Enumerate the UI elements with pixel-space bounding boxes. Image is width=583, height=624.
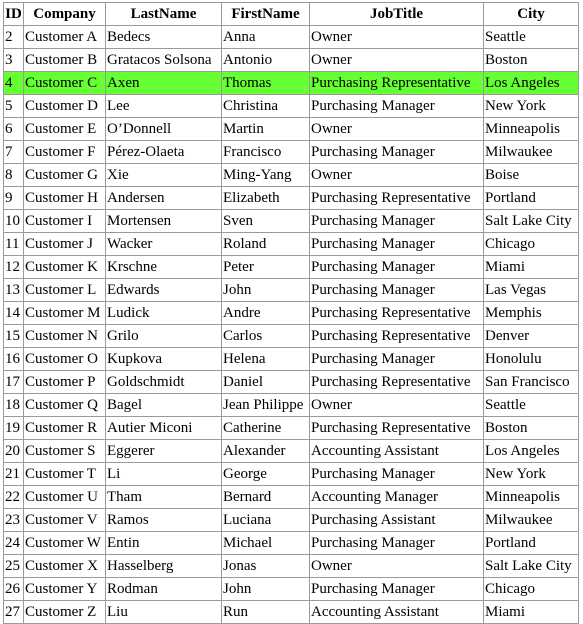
cell-city[interactable]: Minneapolis — [484, 118, 579, 141]
cell-firstname[interactable]: Helena — [222, 348, 310, 371]
cell-firstname[interactable]: George — [222, 463, 310, 486]
table-row[interactable] — [4, 417, 579, 440]
table-row[interactable] — [4, 233, 579, 256]
header-id[interactable]: ID — [4, 3, 24, 26]
cell-jobtitle[interactable]: Purchasing Manager — [310, 141, 484, 164]
table-row[interactable] — [4, 95, 579, 118]
table-row[interactable] — [4, 302, 579, 325]
cell-city[interactable]: Chicago — [484, 233, 579, 256]
cell-company[interactable]: Customer C — [24, 72, 106, 95]
cell-lastname[interactable]: Gratacos Solsona — [106, 49, 222, 72]
cell-company[interactable]: Customer E — [24, 118, 106, 141]
cell-jobtitle[interactable]: Purchasing Assistant — [310, 509, 484, 532]
header-company[interactable]: Company — [24, 3, 106, 26]
table-row[interactable] — [4, 394, 579, 417]
cell-jobtitle[interactable]: Owner — [310, 394, 484, 417]
cell-lastname[interactable]: Wacker — [106, 233, 222, 256]
cell-company[interactable]: Customer U — [24, 486, 106, 509]
header-city[interactable]: City — [484, 3, 579, 26]
cell-company[interactable]: Customer H — [24, 187, 106, 210]
cell-jobtitle[interactable]: Owner — [310, 118, 484, 141]
cell-id[interactable]: 3 — [4, 49, 24, 72]
cell-company[interactable]: Customer O — [24, 348, 106, 371]
cell-company[interactable]: Customer T — [24, 463, 106, 486]
table-row[interactable] — [4, 256, 579, 279]
cell-company[interactable]: Customer X — [24, 555, 106, 578]
cell-company[interactable]: Customer S — [24, 440, 106, 463]
table-row[interactable] — [4, 578, 579, 601]
cell-city[interactable]: Salt Lake City — [484, 210, 579, 233]
table-row[interactable] — [4, 187, 579, 210]
cell-firstname[interactable]: Anna — [222, 26, 310, 49]
cell-id[interactable]: 11 — [4, 233, 24, 256]
cell-company[interactable]: Customer B — [24, 49, 106, 72]
table-row[interactable] — [4, 26, 579, 49]
cell-firstname[interactable]: Sven — [222, 210, 310, 233]
cell-lastname[interactable]: Autier Miconi — [106, 417, 222, 440]
table-row[interactable] — [4, 555, 579, 578]
cell-city[interactable]: Memphis — [484, 302, 579, 325]
table-body — [4, 26, 579, 624]
cell-company[interactable]: Customer J — [24, 233, 106, 256]
cell-id[interactable]: 25 — [4, 555, 24, 578]
cell-jobtitle[interactable]: Purchasing Representative — [310, 417, 484, 440]
cell-id[interactable]: 15 — [4, 325, 24, 348]
cell-id[interactable]: 13 — [4, 279, 24, 302]
cell-id[interactable]: 9 — [4, 187, 24, 210]
cell-lastname[interactable]: Tham — [106, 486, 222, 509]
cell-company[interactable]: Customer Y — [24, 578, 106, 601]
cell-id[interactable]: 16 — [4, 348, 24, 371]
cell-lastname[interactable]: Krschne — [106, 256, 222, 279]
cell-id[interactable]: 20 — [4, 440, 24, 463]
cell-jobtitle[interactable]: Purchasing Representative — [310, 187, 484, 210]
cell-firstname[interactable]: Elizabeth — [222, 187, 310, 210]
cell-city[interactable]: San Francisco — [484, 371, 579, 394]
table-row[interactable] — [4, 440, 579, 463]
table-row[interactable] — [4, 118, 579, 141]
cell-jobtitle[interactable]: Owner — [310, 555, 484, 578]
cell-jobtitle[interactable]: Purchasing Manager — [310, 256, 484, 279]
cell-id[interactable]: 23 — [4, 509, 24, 532]
cell-firstname[interactable]: Francisco — [222, 141, 310, 164]
cell-company[interactable]: Customer A — [24, 26, 106, 49]
cell-company[interactable]: Customer N — [24, 325, 106, 348]
cell-lastname[interactable]: Kupkova — [106, 348, 222, 371]
cell-jobtitle[interactable]: Purchasing Manager — [310, 532, 484, 555]
cell-firstname[interactable]: Michael — [222, 532, 310, 555]
cell-firstname[interactable]: Daniel — [222, 371, 310, 394]
cell-firstname[interactable]: Thomas — [222, 72, 310, 95]
cell-company[interactable]: Customer Z — [24, 601, 106, 624]
table-row-selected[interactable] — [4, 72, 579, 95]
table-row[interactable] — [4, 463, 579, 486]
cell-city[interactable]: Seattle — [484, 394, 579, 417]
cell-id[interactable]: 7 — [4, 141, 24, 164]
cell-company[interactable]: Customer M — [24, 302, 106, 325]
cell-lastname[interactable]: Mortensen — [106, 210, 222, 233]
cell-id[interactable]: 14 — [4, 302, 24, 325]
header-lastname[interactable]: LastName — [106, 3, 222, 26]
cell-company[interactable]: Customer K — [24, 256, 106, 279]
cell-jobtitle[interactable]: Accounting Manager — [310, 486, 484, 509]
cell-city[interactable]: Los Angeles — [484, 440, 579, 463]
cell-jobtitle[interactable]: Purchasing Representative — [310, 325, 484, 348]
cell-jobtitle[interactable]: Purchasing Manager — [310, 348, 484, 371]
cell-company[interactable]: Customer W — [24, 532, 106, 555]
cell-jobtitle[interactable]: Purchasing Manager — [310, 463, 484, 486]
cell-company[interactable]: Customer D — [24, 95, 106, 118]
cell-id[interactable]: 6 — [4, 118, 24, 141]
cell-firstname[interactable]: John — [222, 578, 310, 601]
cell-lastname[interactable]: Axen — [106, 72, 222, 95]
cell-jobtitle[interactable]: Purchasing Representative — [310, 72, 484, 95]
cell-city[interactable]: Milwaukee — [484, 141, 579, 164]
header-row — [4, 3, 579, 26]
cell-city[interactable]: Boston — [484, 417, 579, 440]
cell-city[interactable]: Milwaukee — [484, 509, 579, 532]
cell-lastname[interactable]: Rodman — [106, 578, 222, 601]
table-row[interactable] — [4, 348, 579, 371]
cell-id[interactable]: 2 — [4, 26, 24, 49]
cell-jobtitle[interactable]: Purchasing Manager — [310, 578, 484, 601]
cell-lastname[interactable]: Bedecs — [106, 26, 222, 49]
cell-company[interactable]: Customer V — [24, 509, 106, 532]
cell-firstname[interactable]: Bernard — [222, 486, 310, 509]
cell-company[interactable]: Customer G — [24, 164, 106, 187]
cell-city[interactable]: Portland — [484, 532, 579, 555]
cell-lastname[interactable]: Bagel — [106, 394, 222, 417]
cell-id[interactable]: 17 — [4, 371, 24, 394]
cell-firstname[interactable]: Christina — [222, 95, 310, 118]
cell-company[interactable]: Customer I — [24, 210, 106, 233]
cell-lastname[interactable]: Xie — [106, 164, 222, 187]
cell-city[interactable]: Miami — [484, 256, 579, 279]
cell-company[interactable]: Customer R — [24, 417, 106, 440]
table-row[interactable] — [4, 532, 579, 555]
cell-lastname[interactable]: Entin — [106, 532, 222, 555]
cell-id[interactable]: 24 — [4, 532, 24, 555]
cell-jobtitle[interactable]: Accounting Assistant — [310, 440, 484, 463]
cell-city[interactable]: Boston — [484, 49, 579, 72]
cell-id[interactable]: 19 — [4, 417, 24, 440]
cell-jobtitle[interactable]: Purchasing Manager — [310, 210, 484, 233]
cell-jobtitle[interactable]: Owner — [310, 164, 484, 187]
cell-company[interactable]: Customer F — [24, 141, 106, 164]
cell-jobtitle[interactable]: Accounting Assistant — [310, 601, 484, 624]
cell-firstname[interactable]: Run — [222, 601, 310, 624]
cell-city[interactable]: Seattle — [484, 26, 579, 49]
cell-city[interactable]: Minneapolis — [484, 486, 579, 509]
cell-company[interactable]: Customer L — [24, 279, 106, 302]
cell-city[interactable]: Miami — [484, 601, 579, 624]
cell-lastname[interactable]: Pérez-Olaeta — [106, 141, 222, 164]
table-header — [4, 3, 579, 26]
table-row[interactable] — [4, 210, 579, 233]
cell-firstname[interactable]: John — [222, 279, 310, 302]
cell-firstname[interactable]: Ming-Yang — [222, 164, 310, 187]
table-row[interactable] — [4, 49, 579, 72]
cell-firstname[interactable]: Catherine — [222, 417, 310, 440]
table-row[interactable] — [4, 164, 579, 187]
cell-city[interactable]: Chicago — [484, 578, 579, 601]
cell-lastname[interactable]: Goldschmidt — [106, 371, 222, 394]
cell-city[interactable]: Salt Lake City — [484, 555, 579, 578]
cell-jobtitle[interactable]: Purchasing Manager — [310, 233, 484, 256]
cell-id[interactable]: 12 — [4, 256, 24, 279]
cell-lastname[interactable]: Eggerer — [106, 440, 222, 463]
cell-city[interactable]: New York — [484, 95, 579, 118]
cell-lastname[interactable]: Ludick — [106, 302, 222, 325]
table-row[interactable] — [4, 141, 579, 164]
cell-city[interactable]: Portland — [484, 187, 579, 210]
cell-jobtitle[interactable]: Purchasing Manager — [310, 95, 484, 118]
cell-lastname[interactable]: Edwards — [106, 279, 222, 302]
cell-jobtitle[interactable]: Owner — [310, 26, 484, 49]
table-row[interactable] — [4, 601, 579, 624]
cell-lastname[interactable]: O’Donnell — [106, 118, 222, 141]
cell-jobtitle[interactable]: Owner — [310, 49, 484, 72]
cell-firstname[interactable]: Peter — [222, 256, 310, 279]
customers-table — [3, 2, 579, 624]
cell-id[interactable]: 4 — [4, 72, 24, 95]
cell-city[interactable]: Denver — [484, 325, 579, 348]
cell-id[interactable]: 18 — [4, 394, 24, 417]
cell-firstname[interactable]: Jonas — [222, 555, 310, 578]
cell-id[interactable]: 21 — [4, 463, 24, 486]
cell-lastname[interactable]: Li — [106, 463, 222, 486]
cell-lastname[interactable]: Andersen — [106, 187, 222, 210]
table-row[interactable] — [4, 279, 579, 302]
table-row[interactable] — [4, 509, 579, 532]
cell-lastname[interactable]: Grilo — [106, 325, 222, 348]
cell-firstname[interactable]: Antonio — [222, 49, 310, 72]
cell-jobtitle[interactable]: Purchasing Manager — [310, 279, 484, 302]
cell-id[interactable]: 26 — [4, 578, 24, 601]
cell-jobtitle[interactable]: Purchasing Representative — [310, 302, 484, 325]
cell-id[interactable]: 22 — [4, 486, 24, 509]
cell-lastname[interactable]: Hasselberg — [106, 555, 222, 578]
cell-city[interactable]: Las Vegas — [484, 279, 579, 302]
cell-city[interactable]: Boise — [484, 164, 579, 187]
cell-firstname[interactable]: Alexander — [222, 440, 310, 463]
cell-lastname[interactable]: Liu — [106, 601, 222, 624]
cell-firstname[interactable]: Martin — [222, 118, 310, 141]
cell-id[interactable]: 27 — [4, 601, 24, 624]
cell-company[interactable]: Customer P — [24, 371, 106, 394]
table-row[interactable] — [4, 371, 579, 394]
cell-firstname[interactable]: Luciana — [222, 509, 310, 532]
cell-firstname[interactable]: Andre — [222, 302, 310, 325]
cell-city[interactable]: New York — [484, 463, 579, 486]
cell-firstname[interactable]: Jean Philippe — [222, 394, 310, 417]
header-jobtitle[interactable]: JobTitle — [310, 3, 484, 26]
cell-city[interactable]: Los Angeles — [484, 72, 579, 95]
cell-id[interactable]: 8 — [4, 164, 24, 187]
table-row[interactable] — [4, 486, 579, 509]
cell-id[interactable]: 5 — [4, 95, 24, 118]
cell-firstname[interactable]: Roland — [222, 233, 310, 256]
cell-jobtitle[interactable]: Purchasing Representative — [310, 371, 484, 394]
cell-lastname[interactable]: Ramos — [106, 509, 222, 532]
cell-lastname[interactable]: Lee — [106, 95, 222, 118]
table-row[interactable] — [4, 325, 579, 348]
cell-firstname[interactable]: Carlos — [222, 325, 310, 348]
cell-company[interactable]: Customer Q — [24, 394, 106, 417]
header-firstname[interactable]: FirstName — [222, 3, 310, 26]
cell-id[interactable]: 10 — [4, 210, 24, 233]
cell-city[interactable]: Honolulu — [484, 348, 579, 371]
